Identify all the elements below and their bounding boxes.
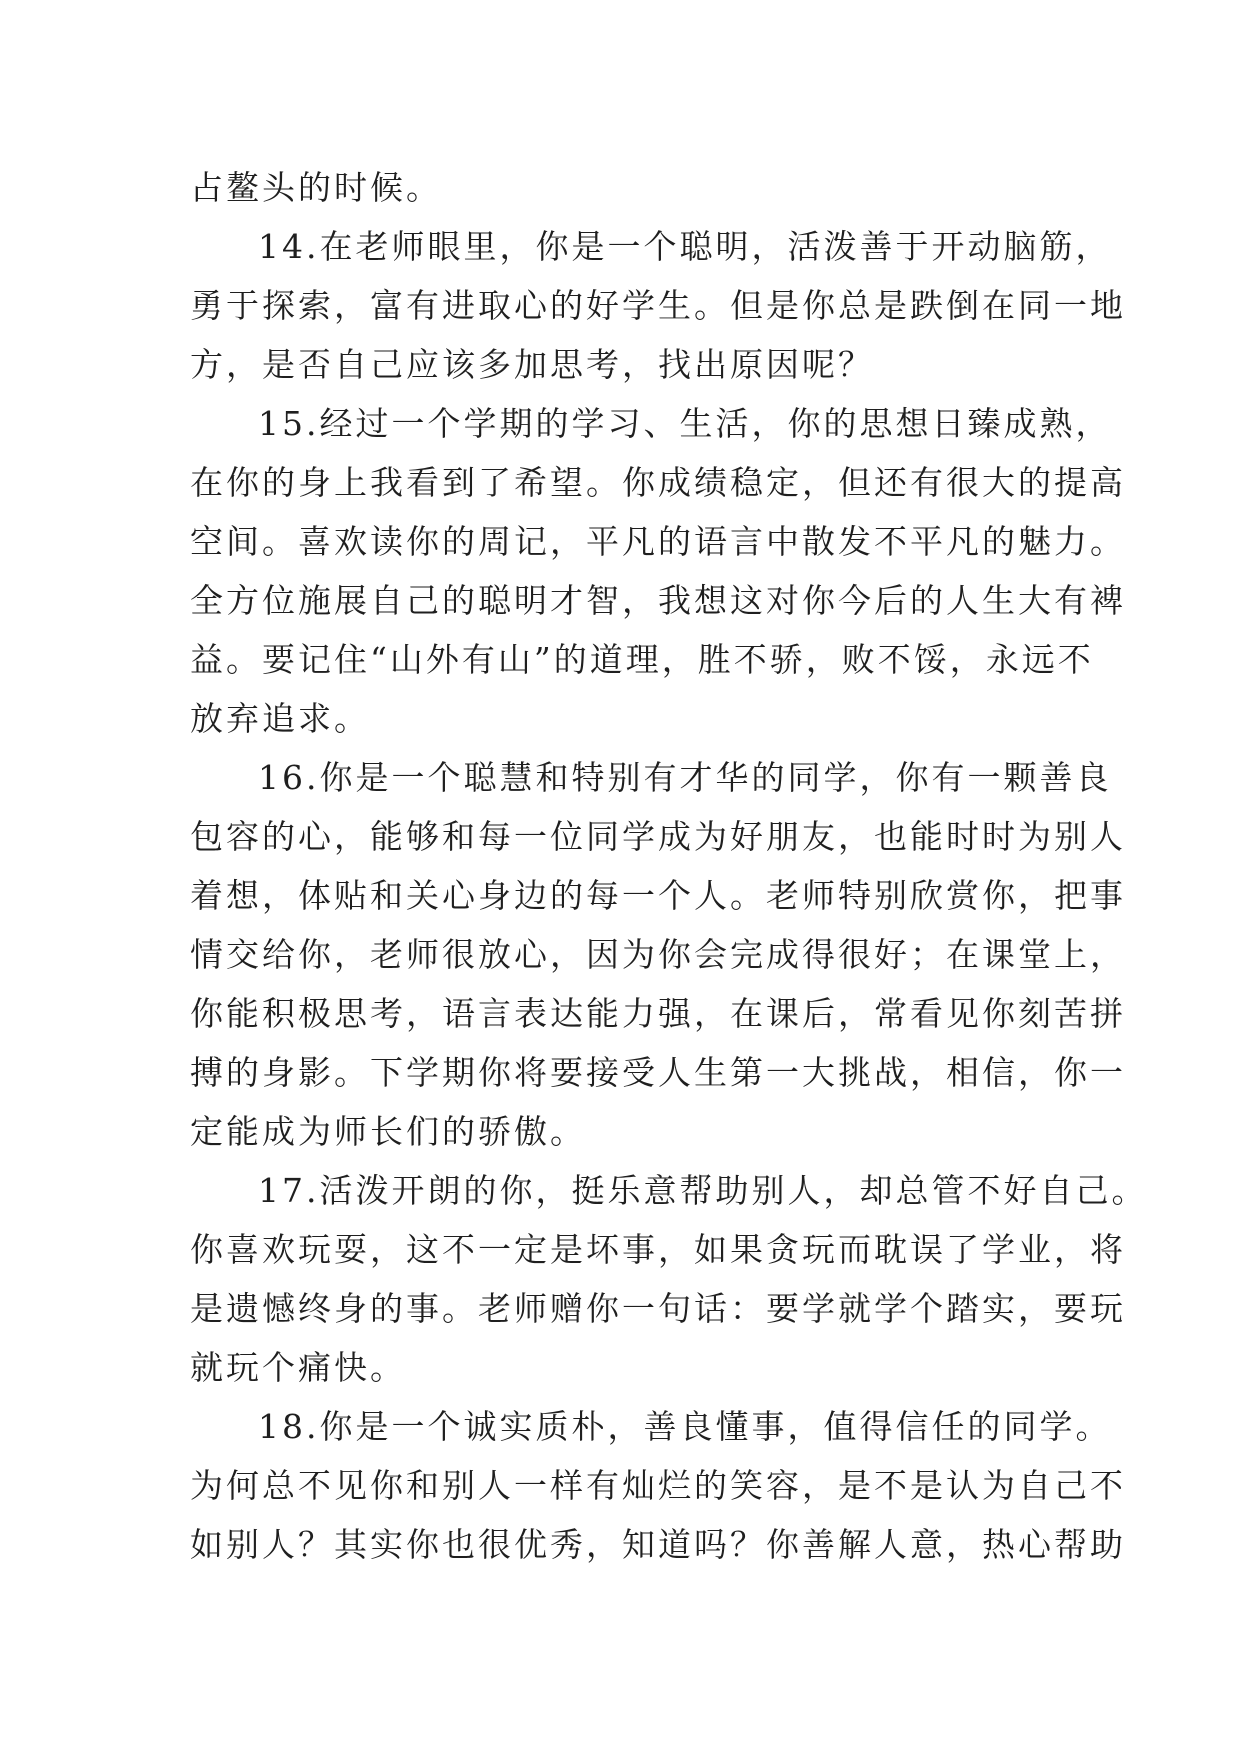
text-line: 搏的身影。下学期你将要接受人生第一大挑战，相信，你一 <box>190 1053 1126 1092</box>
text-line: 18.你是一个诚实质朴，善良懂事，值得信任的同学。 <box>258 1407 1112 1446</box>
text-line: 情交给你，老师很放心，因为你会完成得很好；在课堂上， <box>190 935 1126 974</box>
text-line: 在你的身上我看到了希望。你成绩稳定，但还有很大的提高 <box>190 463 1126 502</box>
text-line: 方，是否自己应该多加思考，找出原因呢？ <box>190 345 874 384</box>
text-line: 你能积极思考，语言表达能力强，在课后，常看见你刻苦拼 <box>190 994 1126 1033</box>
text-line: 14.在老师眼里，你是一个聪明，活泼善于开动脑筋， <box>258 227 1112 266</box>
text-line: 如别人？其实你也很优秀，知道吗？你善解人意，热心帮助 <box>190 1525 1126 1564</box>
text-line: 就玩个痛快。 <box>190 1348 406 1387</box>
text-line: 定能成为师长们的骄傲。 <box>190 1112 586 1151</box>
text-line: 为何总不见你和别人一样有灿烂的笑容，是不是认为自己不 <box>190 1466 1126 1505</box>
text-line: 15.经过一个学期的学习、生活，你的思想日臻成熟， <box>258 404 1112 443</box>
text-line: 益。要记住“山外有山”的道理，胜不骄，败不馁，永远不 <box>190 640 1094 679</box>
text-line: 是遗憾终身的事。老师赠你一句话：要学就学个踏实，要玩 <box>190 1289 1126 1328</box>
body-text <box>190 158 1148 1574</box>
text-line: 着想，体贴和关心身边的每一个人。老师特别欣赏你，把事 <box>190 876 1126 915</box>
text-line: 放弃追求。 <box>190 699 370 738</box>
text-line: 全方位施展自己的聪明才智，我想这对你今后的人生大有裨 <box>190 581 1126 620</box>
text-line: 空间。喜欢读你的周记，平凡的语言中散发不平凡的魅力。 <box>190 522 1126 561</box>
text-line: 16.你是一个聪慧和特别有才华的同学，你有一颗善良 <box>258 758 1112 797</box>
text-line: 占鳌头的时候。 <box>190 168 442 207</box>
text-line: 包容的心，能够和每一位同学成为好朋友，也能时时为别人 <box>190 817 1126 856</box>
text-line: 你喜欢玩耍，这不一定是坏事，如果贪玩而耽误了学业，将 <box>190 1230 1126 1269</box>
text-line: 勇于探索，富有进取心的好学生。但是你总是跌倒在同一地 <box>190 286 1126 325</box>
text-line: 17.活泼开朗的你，挺乐意帮助别人，却总管不好自己。 <box>258 1171 1148 1210</box>
